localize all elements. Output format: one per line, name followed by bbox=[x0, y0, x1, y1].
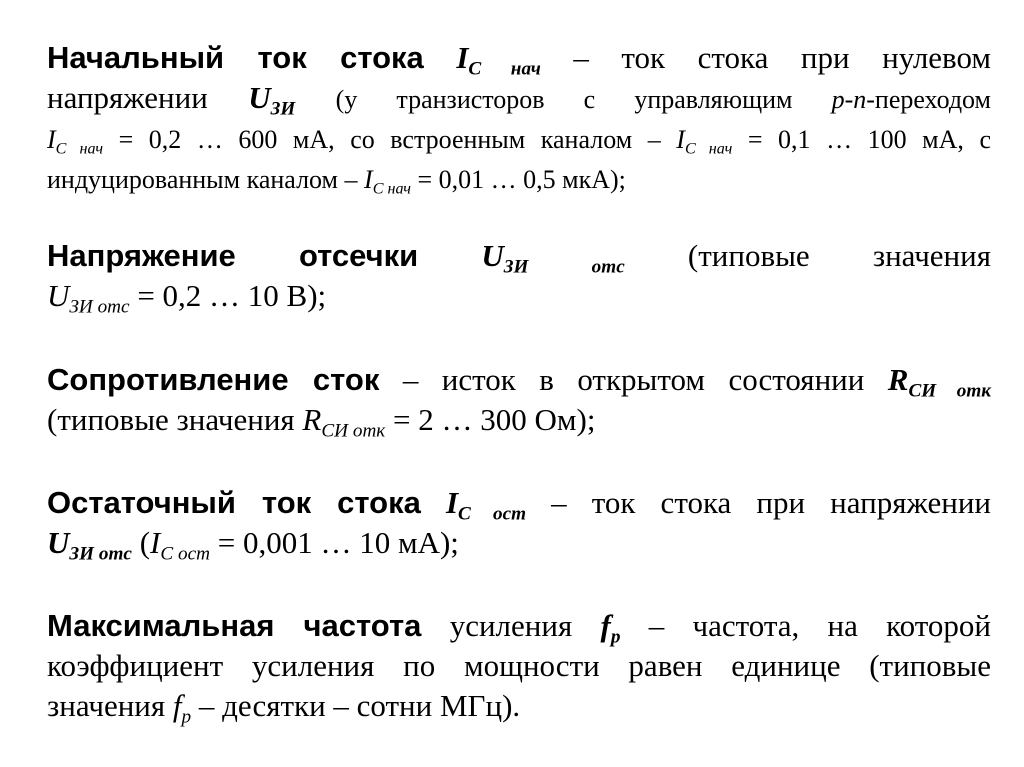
p1-line-2: напряжении $U_{ЗИ}$ (у транзисторов с управляющим p-n-переходом bbox=[47, 80, 992, 120]
term-initial-drain-current: Начальный ток стока bbox=[47, 40, 424, 75]
paragraph-residual-drain-current bbox=[47, 483, 991, 563]
p4-line-1: Остаточный ток стока $I_{C ост}$ – ток стока при напряжении bbox=[47, 485, 992, 525]
p5-line-1: Максимальная частота усиления $f_р$ – частота, на которой bbox=[47, 608, 991, 648]
p4-line-2: $U_{ЗИ отс}$ ($I_{C ост} = 0,001$ … 10 мА); bbox=[47, 525, 459, 565]
symbol-ic: $I_{C нач}$ bbox=[456, 40, 541, 80]
paragraph-cutoff-voltage bbox=[47, 236, 991, 316]
symbol-fp: $f_р$ bbox=[600, 608, 621, 648]
symbol-rsi: $R_{СИ отк}$ bbox=[887, 362, 991, 402]
p3-line-2: (типовые значения $R_{СИ отк} = 2$ … 300 Ом); bbox=[47, 402, 596, 442]
p2-line-1: Напряжение отсечки $U_{ЗИ}$ $_{отс}$ (типовые значения bbox=[47, 238, 991, 278]
paragraph-on-resistance bbox=[47, 360, 991, 440]
symbol-ic-ost: $I_{C ост}$ bbox=[445, 485, 527, 525]
p1-line-1: Начальный ток стока $I_{C нач}$ – ток стока при нулевом bbox=[47, 40, 992, 80]
p2-line-2: $U_{ЗИ отс} = 0,2$ … 10 В); bbox=[47, 278, 327, 318]
p1-line-3: $I_{C нач} = 0,2$ … 600 мА, со встроенным каналом – $I_{C нач} = 0,1$ … 100 мА, с bbox=[47, 125, 991, 158]
symbol-uzi: $U_{ЗИ}$ bbox=[248, 80, 296, 120]
paragraph-max-frequency bbox=[47, 606, 991, 726]
p5-line-3: значения $f_р$ – десятки – сотни МГц). bbox=[47, 688, 521, 728]
p1-line-4: индуцированным каналом – $I_{C нач} = 0,01$ … 0,5 мкА); bbox=[47, 165, 626, 198]
paragraph-initial-drain-current bbox=[47, 38, 991, 200]
p5-line-2: коэффициент усиления по мощности равен единице (типовые bbox=[47, 648, 991, 683]
symbol-uzi-ots: $U_{ЗИ}$ bbox=[481, 238, 529, 278]
p3-line-1: Сопротивление сток – исток в открытом состоянии $R_{СИ отк}$ bbox=[47, 362, 991, 402]
